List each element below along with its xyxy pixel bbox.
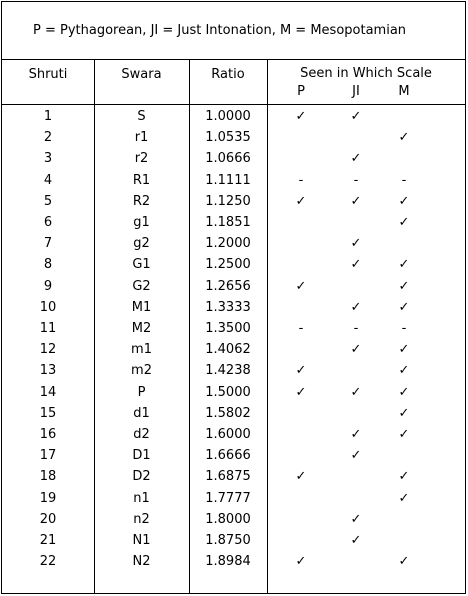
table-row	[2, 360, 465, 381]
shruti-cell: 11	[39, 321, 57, 336]
swara-cell: P	[137, 384, 146, 400]
ratio-cell: 1.4238	[205, 363, 251, 379]
swara-cell: D2	[132, 469, 151, 485]
swara-cell: m1	[131, 342, 152, 358]
ji-mark-cell	[341, 466, 371, 487]
header-swara: Swara	[121, 67, 162, 82]
shruti-cell: 18	[39, 469, 57, 485]
ji-mark-cell	[341, 127, 371, 148]
ji-mark-cell	[341, 403, 371, 424]
shruti-cell: 7	[43, 236, 53, 252]
table-row	[2, 106, 465, 127]
shruti-cell: 13	[39, 363, 57, 379]
p-mark-cell	[286, 509, 316, 530]
p-mark-cell	[286, 530, 316, 551]
ratio-cell: 1.1851	[205, 215, 251, 230]
ratio-cell: 1.2000	[205, 236, 251, 252]
m-mark-cell	[389, 445, 419, 466]
header-ratio: Ratio	[211, 67, 245, 82]
p-mark-cell	[286, 254, 316, 275]
swara-cell: R2	[132, 193, 151, 209]
shruti-cell: 1	[43, 109, 53, 124]
p-mark-cell: ✓	[295, 384, 307, 400]
table-row	[2, 297, 465, 318]
swara-cell: r2	[134, 151, 149, 167]
ratio-cell: 1.0000	[205, 109, 251, 124]
p-mark-cell	[286, 212, 316, 233]
table-row	[2, 127, 465, 148]
p-mark-cell	[286, 445, 316, 466]
swara-cell: g2	[133, 236, 150, 252]
ji-mark-cell	[341, 276, 371, 297]
p-mark-cell	[286, 127, 316, 148]
ratio-cell: 1.2500	[205, 257, 251, 273]
ratio-cell: 1.5000	[205, 384, 251, 400]
table-row	[2, 191, 465, 212]
shruti-cell: 16	[39, 427, 57, 442]
shruti-cell: 8	[43, 257, 53, 273]
swara-cell: G2	[132, 278, 151, 294]
shruti-cell: 2	[43, 130, 53, 146]
ratio-cell: 1.1111	[205, 172, 251, 188]
p-mark-cell	[286, 297, 316, 318]
ratio-cell: 1.5802	[205, 405, 251, 421]
table-row	[2, 530, 465, 551]
swara-cell: S	[137, 109, 146, 124]
table-row	[2, 276, 465, 297]
ji-mark-cell: ✓	[350, 109, 362, 124]
m-mark-cell	[389, 148, 419, 169]
ratio-cell: 1.8984	[205, 554, 251, 570]
p-mark-cell	[286, 403, 316, 424]
ji-mark-cell	[341, 212, 371, 233]
p-mark-cell	[286, 148, 316, 169]
ji-mark-cell: ✓	[350, 299, 362, 315]
shruti-cell: 6	[43, 215, 53, 230]
table-row	[2, 551, 465, 572]
header-m: M	[398, 84, 410, 99]
ratio-cell: 1.0666	[205, 151, 251, 167]
ji-mark-cell	[341, 551, 371, 572]
shruti-cell: 12	[39, 342, 57, 358]
ratio-cell: 1.6666	[205, 448, 251, 464]
swara-cell: n2	[133, 511, 150, 527]
ji-mark-cell: ✓	[350, 236, 362, 252]
m-mark-cell: ✓	[398, 363, 410, 379]
swara-cell: M1	[131, 299, 152, 315]
shruti-cell: 15	[39, 405, 57, 421]
m-mark-cell: ✓	[398, 405, 410, 421]
m-mark-cell: ✓	[398, 384, 410, 400]
shruti-cell: 19	[39, 490, 57, 506]
ji-mark-cell: ✓	[350, 427, 362, 442]
legend: P = Pythagorean, JI = Just Intonation, M = Mesopotamian	[2, 2, 465, 60]
shruti-cell: 4	[43, 172, 53, 188]
ratio-cell: 1.1250	[205, 193, 251, 209]
ratio-cell: 1.6000	[205, 427, 251, 442]
table-row	[2, 403, 465, 424]
shruti-cell: 21	[39, 533, 57, 548]
ji-mark-cell: ✓	[350, 151, 362, 167]
p-mark-cell: ✓	[295, 554, 307, 570]
m-mark-cell: ✓	[398, 342, 410, 358]
m-mark-cell	[389, 509, 419, 530]
table-row	[2, 318, 465, 339]
shruti-cell: 14	[39, 384, 57, 400]
shruti-cell: 22	[39, 554, 57, 570]
m-mark-cell: ✓	[398, 215, 410, 230]
table-row	[2, 382, 465, 403]
p-mark-cell: -	[298, 172, 304, 188]
ratio-cell: 1.8750	[205, 533, 251, 548]
swara-cell: m2	[131, 363, 152, 379]
ji-mark-cell: -	[353, 321, 359, 336]
p-mark-cell	[286, 233, 316, 254]
p-mark-cell: ✓	[295, 469, 307, 485]
p-mark-cell	[286, 424, 316, 445]
table-row	[2, 254, 465, 275]
m-mark-cell: ✓	[398, 278, 410, 294]
shruti-table	[1, 1, 466, 594]
header-shruti: Shruti	[28, 67, 68, 82]
header-seen-in-which-scale: Seen in Which Scale	[300, 66, 432, 81]
shruti-cell: 9	[43, 278, 53, 294]
shruti-cell: 10	[39, 299, 57, 315]
swara-cell: N2	[132, 554, 151, 570]
header-ji: JI	[352, 84, 360, 99]
p-mark-cell: -	[298, 321, 304, 336]
swara-cell: G1	[132, 257, 151, 273]
table-row	[2, 339, 465, 360]
p-mark-cell: ✓	[295, 193, 307, 209]
ji-mark-cell: ✓	[350, 193, 362, 209]
ji-mark-cell: ✓	[350, 342, 362, 358]
table-row	[2, 466, 465, 487]
m-mark-cell: ✓	[398, 490, 410, 506]
ratio-cell: 1.7777	[205, 490, 251, 506]
swara-cell: g1	[133, 215, 150, 230]
table-row	[2, 212, 465, 233]
ji-mark-cell: ✓	[350, 257, 362, 273]
m-mark-cell: ✓	[398, 193, 410, 209]
ji-mark-cell: ✓	[350, 384, 362, 400]
ji-mark-cell	[341, 360, 371, 381]
m-mark-cell	[389, 530, 419, 551]
m-mark-cell	[389, 106, 419, 127]
swara-cell: d1	[133, 405, 150, 421]
m-mark-cell: ✓	[398, 554, 410, 570]
table-row	[2, 445, 465, 466]
shruti-cell: 20	[39, 511, 57, 527]
ji-mark-cell	[341, 488, 371, 509]
table-row	[2, 170, 465, 191]
ratio-cell: 1.3500	[205, 321, 251, 336]
m-mark-cell: ✓	[398, 257, 410, 273]
swara-cell: n1	[133, 490, 150, 506]
table-row	[2, 424, 465, 445]
table-row	[2, 509, 465, 530]
m-mark-cell: ✓	[398, 469, 410, 485]
m-mark-cell: ✓	[398, 130, 410, 146]
shruti-cell: 17	[39, 448, 57, 464]
table-row	[2, 233, 465, 254]
m-mark-cell: ✓	[398, 299, 410, 315]
m-mark-cell: -	[401, 172, 407, 188]
swara-cell: r1	[134, 130, 149, 146]
ratio-cell: 1.3333	[205, 299, 251, 315]
m-mark-cell	[389, 233, 419, 254]
swara-cell: d2	[133, 427, 150, 442]
swara-cell: D1	[132, 448, 151, 464]
ratio-cell: 1.4062	[205, 342, 251, 358]
swara-cell: N1	[132, 533, 151, 548]
ratio-cell: 1.0535	[205, 130, 251, 146]
header-p: P	[297, 84, 305, 99]
p-mark-cell: ✓	[295, 109, 307, 124]
m-mark-cell: ✓	[398, 427, 410, 442]
p-mark-cell	[286, 339, 316, 360]
ji-mark-cell: ✓	[350, 511, 362, 527]
table-header	[2, 60, 465, 105]
swara-cell: M2	[131, 321, 152, 336]
ji-mark-cell: ✓	[350, 533, 362, 548]
table-row	[2, 148, 465, 169]
ratio-cell: 1.8000	[205, 511, 251, 527]
p-mark-cell: ✓	[295, 363, 307, 379]
m-mark-cell: -	[401, 321, 407, 336]
p-mark-cell	[286, 488, 316, 509]
ratio-cell: 1.6875	[205, 469, 251, 485]
ji-mark-cell: -	[353, 172, 359, 188]
ji-mark-cell: ✓	[350, 448, 362, 464]
swara-cell: R1	[132, 172, 151, 188]
p-mark-cell: ✓	[295, 278, 307, 294]
shruti-cell: 5	[43, 193, 53, 209]
ratio-cell: 1.2656	[205, 278, 251, 294]
table-row	[2, 488, 465, 509]
shruti-cell: 3	[43, 151, 53, 167]
